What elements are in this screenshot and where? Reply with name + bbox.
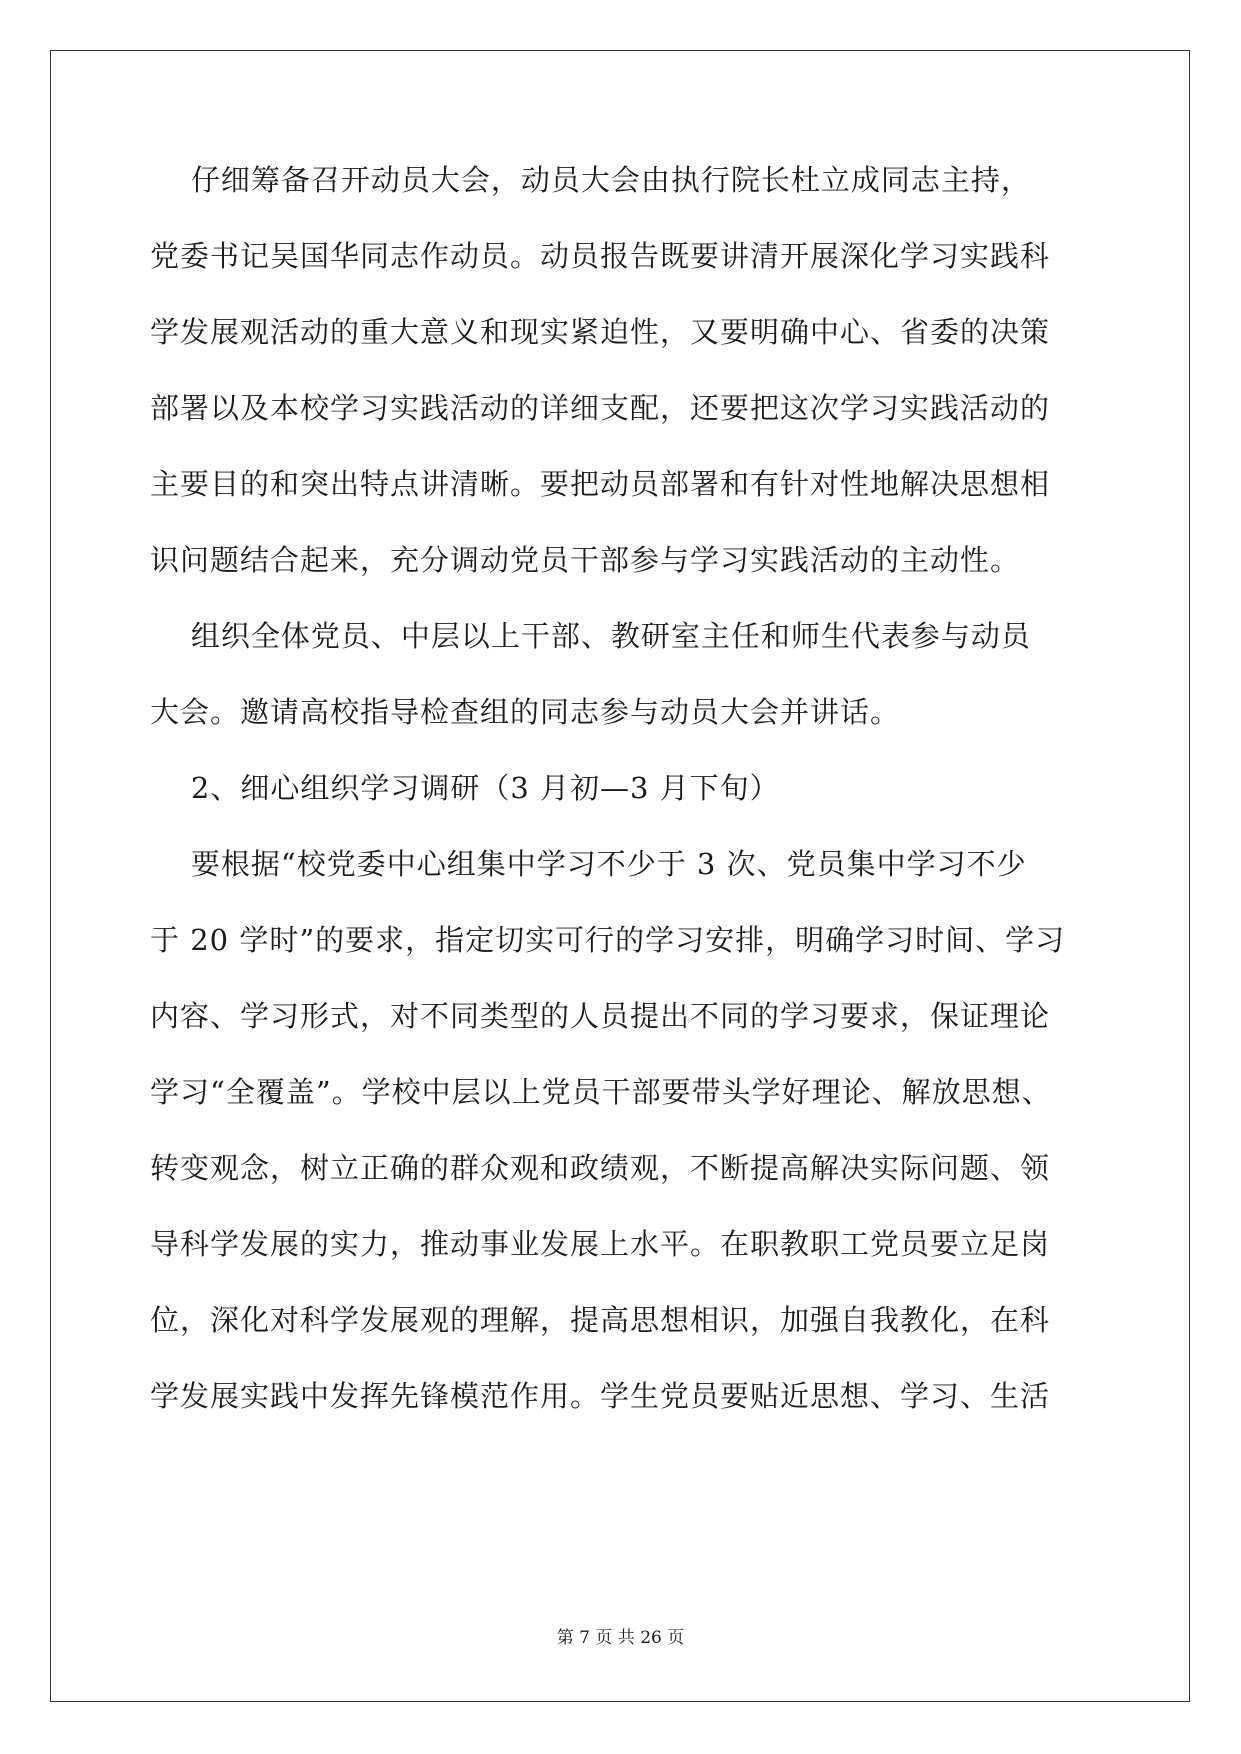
text-line: 要根据“校党委中心组集中学习不少于 3 次、党员集中学习不少 — [150, 847, 1027, 881]
text-line: 主要目的和突出特点讲清晰。要把动员部署和有针对性地解决思想相 — [150, 467, 1051, 501]
text-line: 仔细筹备召开动员大会，动员大会由执行院长杜立成同志主持， — [150, 163, 1031, 197]
text-line: 学发展实践中发挥先锋模范作用。学生党员要贴近思想、学习、生活 — [150, 1379, 1051, 1413]
text-line: 于 20 学时”的要求，指定切实可行的学习安排，明确学习时间、学习 — [150, 923, 1066, 957]
text-line: 识问题结合起来，充分调动党员干部参与学习实践活动的主动性。 — [150, 543, 1021, 577]
page-number-footer: 第 7 页 共 26 页 — [556, 1628, 685, 1648]
text-line: 组织全体党员、中层以上干部、教研室主任和师生代表参与动员 — [150, 619, 1031, 653]
section-heading: 2、细心组织学习调研（3 月初—3 月下旬） — [150, 771, 780, 805]
text-line: 位，深化对科学发展观的理解，提高思想相识，加强自我教化，在科 — [150, 1303, 1051, 1337]
text-line: 内容、学习形式，对不同类型的人员提出不同的学习要求，保证理论 — [150, 999, 1051, 1033]
text-line: 党委书记吴国华同志作动员。动员报告既要讲清开展深化学习实践科 — [150, 239, 1051, 273]
text-line: 学发展观活动的重大意义和现实紧迫性，又要明确中心、省委的决策 — [150, 315, 1051, 349]
text-line: 大会。邀请高校指导检查组的同志参与动员大会并讲话。 — [150, 695, 901, 729]
text-line: 学习“全覆盖”。学校中层以上党员干部要带头学好理论、解放思想、 — [150, 1075, 1052, 1109]
text-line: 转变观念，树立正确的群众观和政绩观，不断提高解决实际问题、领 — [150, 1151, 1051, 1185]
text-line: 部署以及本校学习实践活动的详细支配，还要把这次学习实践活动的 — [150, 391, 1051, 425]
text-line: 导科学发展的实力，推动事业发展上水平。在职教职工党员要立足岗 — [150, 1227, 1051, 1261]
